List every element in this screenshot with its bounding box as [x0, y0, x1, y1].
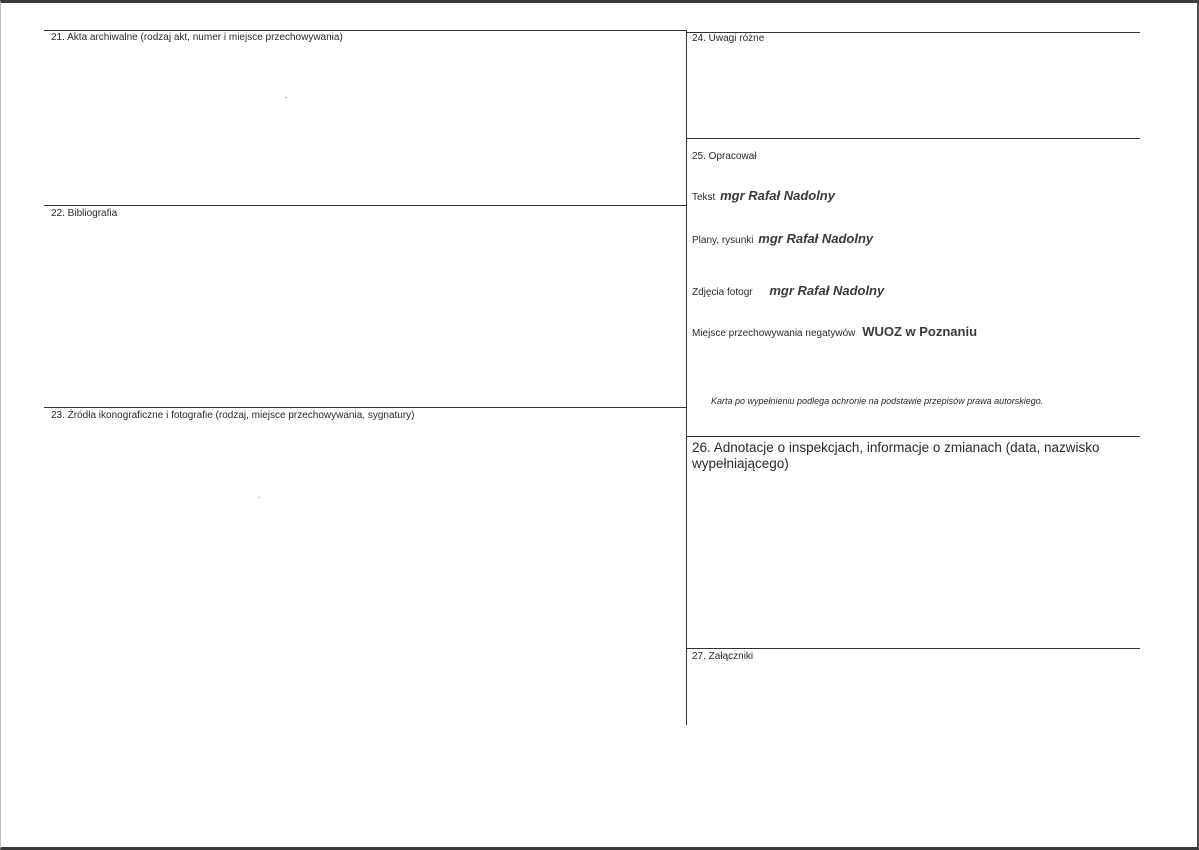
negatives-location-row	[692, 326, 977, 340]
negatives-location-value: WUOZ w Poznaniu	[862, 324, 978, 339]
field-25-top-line	[686, 138, 1140, 139]
text-author-row	[692, 190, 835, 204]
plans-author-label: Plany, rysunki	[692, 235, 754, 246]
plans-author-row	[692, 233, 873, 247]
field-26-top-line	[686, 436, 1140, 437]
negatives-location-label: Miejsce przechowywania negatywów	[692, 328, 856, 339]
scan-speck	[258, 497, 260, 498]
field-21-top-line	[44, 30, 686, 31]
field-22-top-line	[44, 205, 686, 206]
photos-author-label: Zdjęcia fotogr	[692, 287, 753, 298]
field-26-label: 26. Adnotacje o inspekcjach, informacje o zmianach (data, nazwisko wypełniającego)	[692, 440, 1100, 471]
field-21-label: 21. Akta archiwalne (rodzaj akt, numer i miejsce przechowywania)	[51, 32, 343, 43]
scan-speck	[285, 97, 287, 98]
plans-author-value: mgr Rafał Nadolny	[758, 231, 874, 246]
field-22-label: 22. Bibliografia	[51, 208, 118, 219]
field-24-label: 24. Uwagi różne	[692, 33, 765, 44]
text-author-value: mgr Rafał Nadolny	[720, 188, 835, 203]
column-divider	[686, 30, 687, 725]
copyright-note: Karta po wypełnieniu podlega ochronie na podstawie przepisów prawa autorskiego.	[711, 396, 1044, 406]
field-27-label: 27. Załączniki	[692, 651, 754, 662]
text-author-label: Tekst	[692, 192, 716, 203]
photos-author-row	[692, 285, 884, 299]
field-23-top-line	[44, 407, 686, 408]
field-25-label: 25. Opracował	[692, 151, 757, 162]
field-23-label: 23. Źródła ikonograficzne i fotografie (rodzaj, miejsce przechowywania, sygnatury)	[51, 410, 415, 421]
photos-author-value: mgr Rafał Nadolny	[769, 283, 885, 298]
field-27-top-line	[686, 648, 1140, 649]
